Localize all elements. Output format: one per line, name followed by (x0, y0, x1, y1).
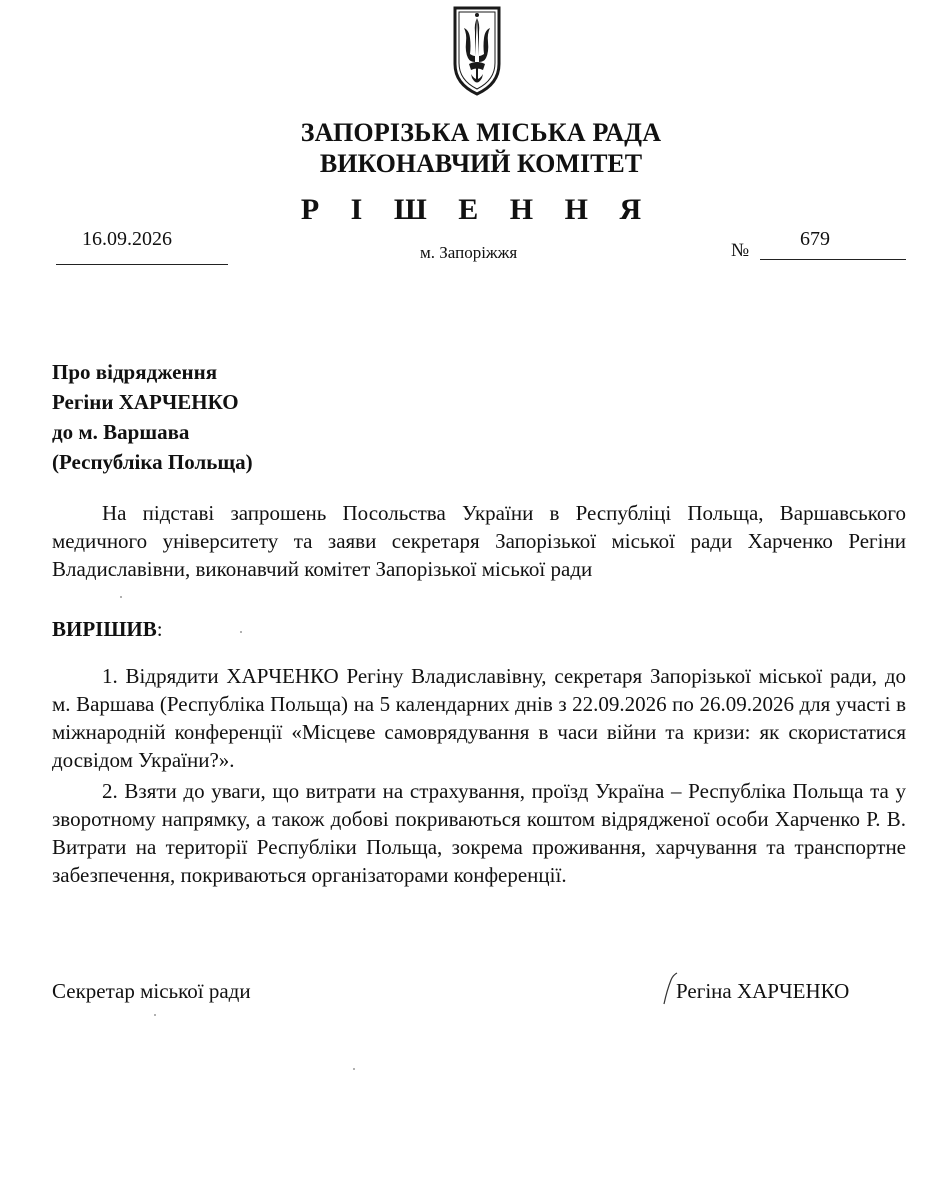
council-name: ЗАПОРІЗЬКА МІСЬКА РАДА (300, 118, 662, 147)
signatory-name: Регіна ХАРЧЕНКО (676, 979, 850, 1003)
scan-speck (120, 596, 122, 598)
coat-of-arms-icon (449, 4, 505, 98)
number-sign: № (731, 240, 750, 261)
city-label: м. Запоріжжя (420, 243, 518, 262)
document-type-title: Р І Ш Е Н Н Я (300, 193, 654, 226)
subject-line: до м. Варшава (52, 420, 190, 444)
scan-speck (353, 1068, 355, 1070)
scan-speck (240, 631, 242, 633)
committee-name: ВИКОНАВЧИЙ КОМІТЕТ (319, 149, 643, 178)
decision-item-1: 1. Відрядити ХАРЧЕНКО Регіну Владиславівну, секретаря Запорізької міської ради, до м. Варшава (Республіка Польща) на 5 календарних днів з 22.09.2026 по 26.09.2026 для участі в міжнародній конференції «Місцеве самоврядування в часи війни та кризи: як скористатися досвідом України?». (52, 664, 906, 772)
subject-line: Регіни ХАРЧЕНКО (52, 390, 239, 414)
subject-block (52, 357, 253, 477)
number-field (760, 226, 906, 260)
resolved-heading (52, 615, 163, 643)
subject-line: (Республіка Польща) (52, 450, 253, 474)
document-number: 679 (800, 228, 830, 250)
signatory-position: Секретар міської ради (52, 979, 251, 1003)
decision-item-2: 2. Взяти до уваги, що витрати на страхування, проїзд Україна – Республіка Польща та у зворотному напрямку, а також добові покриваються коштом відрядженої особи Харченко Р. В. Витрати на території Республіки Польща, зокрема проживання, харчування та транспортне забезпечення, покриваються організаторами конференції. (52, 779, 906, 887)
basis-paragraph: На підставі запрошень Посольства України в Республіці Польща, Варшавського медичного університету та заяви секретаря Запорізької міської ради Харченко Регіни Владиславівни, виконавчий комітет Запорізької міської ради (52, 501, 906, 581)
document-date: 16.09.2026 (82, 228, 172, 250)
resolved-label: ВИРІШИВ (52, 617, 157, 641)
scan-speck (154, 1014, 156, 1016)
date-field (56, 226, 228, 265)
resolved-colon: : (156, 617, 163, 641)
subject-line: Про відрядження (52, 360, 218, 384)
